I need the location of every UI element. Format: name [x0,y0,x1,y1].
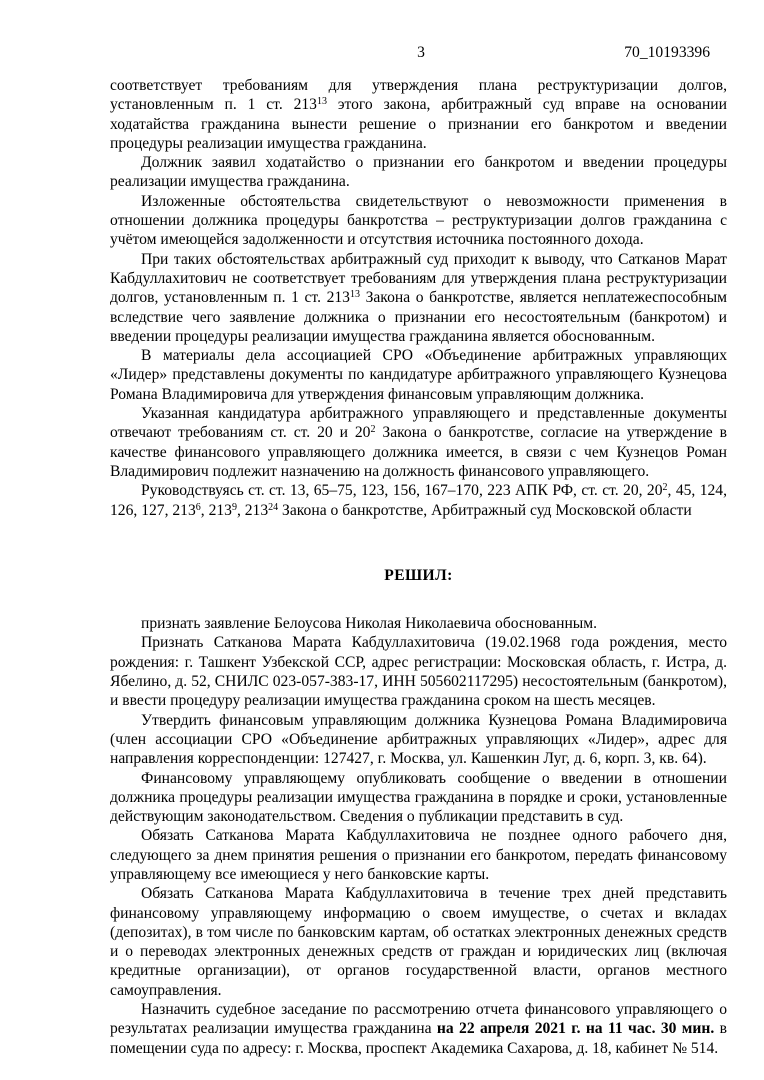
ruling-item-7: Назначить судебное заседание по рассмотрению отчета финансового управляющего о результатах реализации имущества гражданина на 22 апреля 2021 г. на 11 час. 30 мин. в помещении суда по адресу: г. Москва, проспект Академика Сахарова, д. 18, кабинет № 514. [110,1001,728,1057]
page-number: 3 [417,44,425,61]
decision-heading: РЕШИЛ: [384,566,453,584]
paragraph-1: соответствует требованиям для утверждения плана реструктуризации долгов, установленным п. 1 ст. $213^{13}$ этого закона, арбитражный суд вправе на основании ходатайства гражданина вынести решение о признании его банкротом и введении процедуры реализации имущества гражданина. [110,77,727,152]
paragraph-4: При таких обстоятельствах арбитражный суд приходит к выводу, что Сатканов Марат Кабдуллахитович не соответствует требованиям для утверждения плана реструктуризации долгов, установленным п. 1 ст. $213^{13}$ Закона о банкротстве, является неплатежеспособным вследствие чего заявление должника о признании его несостоятельным (банкротом) и введении процедуры реализации имущества гражданина является обоснованным. [110,250,727,345]
ruling-item-1: признать заявление Белоусова Николая Николаевича обоснованным. [141,615,598,633]
ruling-item-3: Утвердить финансовым управляющим должника Кузнецова Романа Владимировича (член ассоциации СРО «Объединение арбитражных управляющих «Лидер», адрес для направления корреспонденции: 127427, г. Москва, ул. Кашенкин Луг, д. 6, корп. 3, кв. 64). [110,711,727,768]
paragraph-2: Должник заявил ходатайство о признании его банкротом и введении процедуры реализации имущества гражданина. [110,154,727,191]
paragraph-3: Изложенные обстоятельства свидетельствуют о невозможности применения в отношении должника процедуры банкротства – реструктуризации долгов гражданина с учётом имеющейся задолженности и отсутствия источника постоянного дохода. [110,192,727,249]
document-id: 70_10193396 [624,44,710,61]
paragraph-7: Руководствуясь ст. ст. 13, 65–75, 123, 156, 167–170, 223 АПК РФ, ст. ст. 20, $20^2$, 45, 124, 126, 127, $213^6$, $213^9$, $213^{24}$ Закона о банкротстве, Арбитражный суд Московской области [110,482,727,519]
ruling-item-5: Обязать Сатканова Марата Кабдуллахитовича не позднее одного рабочего дня, следующего за днем принятия решения о признании его банкротом, передать финансовому управляющему все имеющиеся у него банковские карты. [110,827,727,883]
page-header [0,44,764,66]
document-body [110,76,727,1058]
ruling-item-4: Финансовому управляющему опубликовать сообщение о введении в отношении должника процедуры реализации имущества гражданина в порядке и сроки, установленные действующим законодательством. Сведения о публикации представить в суд. [110,769,727,826]
hearing-date: на 22 апреля 2021 г. на 11 час. 30 мин. [436,1020,715,1038]
ruling-item-6: Обязать Сатканова Марата Кабдуллахитовича в течение трех дней представить финансовому управляющему информацию о своем имуществе, о счетах и вкладах (депозитах), в том числе по банковским картам, об остатках электронных денежных средств и о переводах электронных денежных средств от граждан и юридических лиц (включая кредитные организации), от органов государственной власти, органов местного самоуправления. [110,885,727,999]
paragraph-5: В материалы дела ассоциацией СРО «Объединение арбитражных управляющих «Лидер» представлены документы по кандидатуре арбитражного управляющего Кузнецова Романа Владимировича для утверждения финансовым управляющим должника. [110,347,727,403]
paragraph-6: Указанная кандидатура арбитражного управляющего и представленные документы отвечают требованиям ст. ст. 20 и $20^2$ Закона о банкротстве, согласие на утверждение в качестве финансового управляющего должника имеется, в связи с чем Кузнецов Роман Владимирович подлежит назначению на должность финансового управляющего. [110,405,727,480]
ruling-item-2: Признать Сатканова Марата Кабдуллахитовича (19.02.1968 года рождения, место рождения: г. Ташкент Узбекской ССР, адрес регистрации: Московская область, г. Истра, д. Ябелино, д. 52, СНИЛС 023-057-383-17, ИНН 505602117295) несостоятельным (банкротом), и ввести процедуру реализации имущества гражданина сроком на шесть месяцев. [110,634,727,710]
